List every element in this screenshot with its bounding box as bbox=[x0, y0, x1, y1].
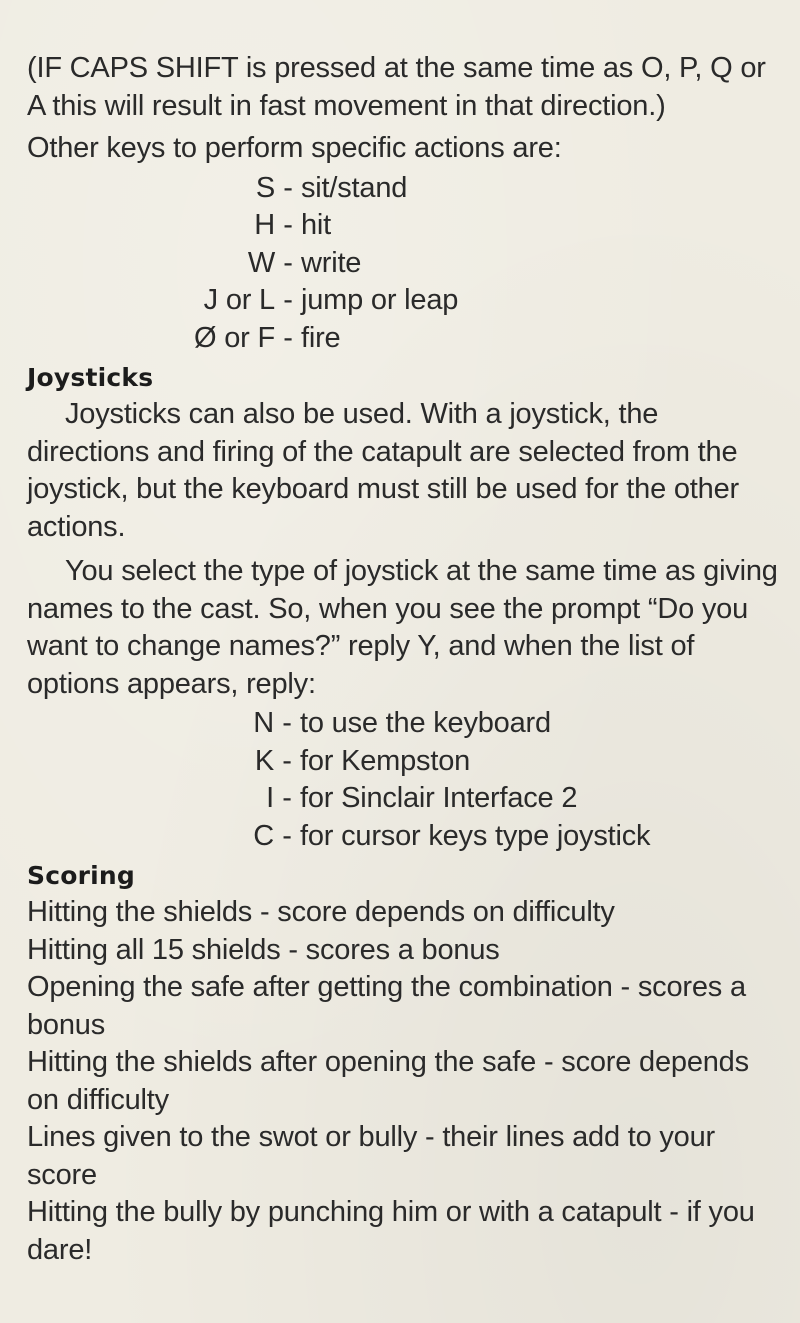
scoring-item: Hitting all 15 shields - scores a bonus bbox=[27, 933, 500, 966]
scoring-item: Hitting the shields - score depends on difficulty bbox=[27, 896, 615, 928]
key-label: W bbox=[247, 246, 275, 279]
list-item bbox=[27, 818, 787, 856]
separator-dash: - bbox=[283, 171, 293, 204]
separator-dash: - bbox=[283, 246, 293, 279]
page-content bbox=[27, 50, 787, 1269]
key-action: jump or leap bbox=[301, 284, 459, 316]
scoring-item: Hitting the shields after opening the safe - score depends on difficulty bbox=[27, 1046, 749, 1116]
joysticks-heading: Joysticks bbox=[27, 363, 154, 392]
caps-shift-note: (IF CAPS SHIFT is pressed at the same time as O, P, Q or A this will result in fast movement in that direction.) bbox=[27, 52, 766, 122]
key-action: fire bbox=[301, 321, 341, 354]
option-key: I bbox=[266, 782, 274, 814]
scoring-item: Hitting the bully by punching him or with a catapult - if you dare! bbox=[27, 1196, 755, 1266]
option-description: for Sinclair Interface 2 bbox=[300, 782, 578, 814]
key-label: H bbox=[254, 209, 275, 241]
list-item bbox=[27, 170, 787, 208]
joystick-option-list bbox=[27, 705, 787, 855]
joysticks-paragraph-2: You select the type of joystick at the same time as giving names to the cast. So, when you see the prompt “Do you want to change names?” reply Y, and when the list of options appears, reply: bbox=[27, 555, 778, 700]
separator-dash: - bbox=[283, 284, 293, 316]
separator-dash: - bbox=[283, 321, 293, 354]
option-description: for cursor keys type joystick bbox=[300, 819, 651, 852]
separator-dash: - bbox=[282, 744, 292, 777]
list-item bbox=[27, 282, 787, 320]
option-description: to use the keyboard bbox=[300, 707, 551, 739]
list-item bbox=[27, 780, 787, 818]
list-item bbox=[27, 743, 787, 781]
list-item bbox=[27, 320, 787, 358]
list-item bbox=[27, 245, 787, 283]
key-label: S bbox=[255, 171, 275, 204]
separator-dash: - bbox=[282, 707, 292, 739]
list-item bbox=[27, 207, 787, 245]
scoring-item: Opening the safe after getting the combination - scores a bonus bbox=[27, 971, 746, 1041]
key-action: hit bbox=[301, 209, 332, 241]
action-key-list bbox=[27, 170, 787, 358]
scoring-item: Lines given to the swot or bully - their lines add to your score bbox=[27, 1121, 715, 1191]
key-action: sit/stand bbox=[301, 171, 408, 204]
key-label: Ø or F bbox=[194, 321, 275, 354]
scoring-heading: Scoring bbox=[27, 861, 135, 890]
separator-dash: - bbox=[282, 782, 292, 814]
key-action: write bbox=[301, 246, 362, 279]
key-label: J or L bbox=[203, 284, 275, 316]
joysticks-paragraph-1: Joysticks can also be used. With a joystick, the directions and firing of the catapult are selected from the joystick, but the keyboard must still be used for the other actions. bbox=[27, 398, 739, 543]
option-key: C bbox=[253, 819, 274, 852]
option-key: N bbox=[253, 707, 274, 739]
list-item bbox=[27, 705, 787, 743]
separator-dash: - bbox=[282, 819, 292, 852]
separator-dash: - bbox=[283, 209, 293, 241]
option-key: K bbox=[254, 744, 274, 777]
option-description: for Kempston bbox=[300, 744, 471, 777]
keys-intro: Other keys to perform specific actions are: bbox=[27, 132, 562, 164]
